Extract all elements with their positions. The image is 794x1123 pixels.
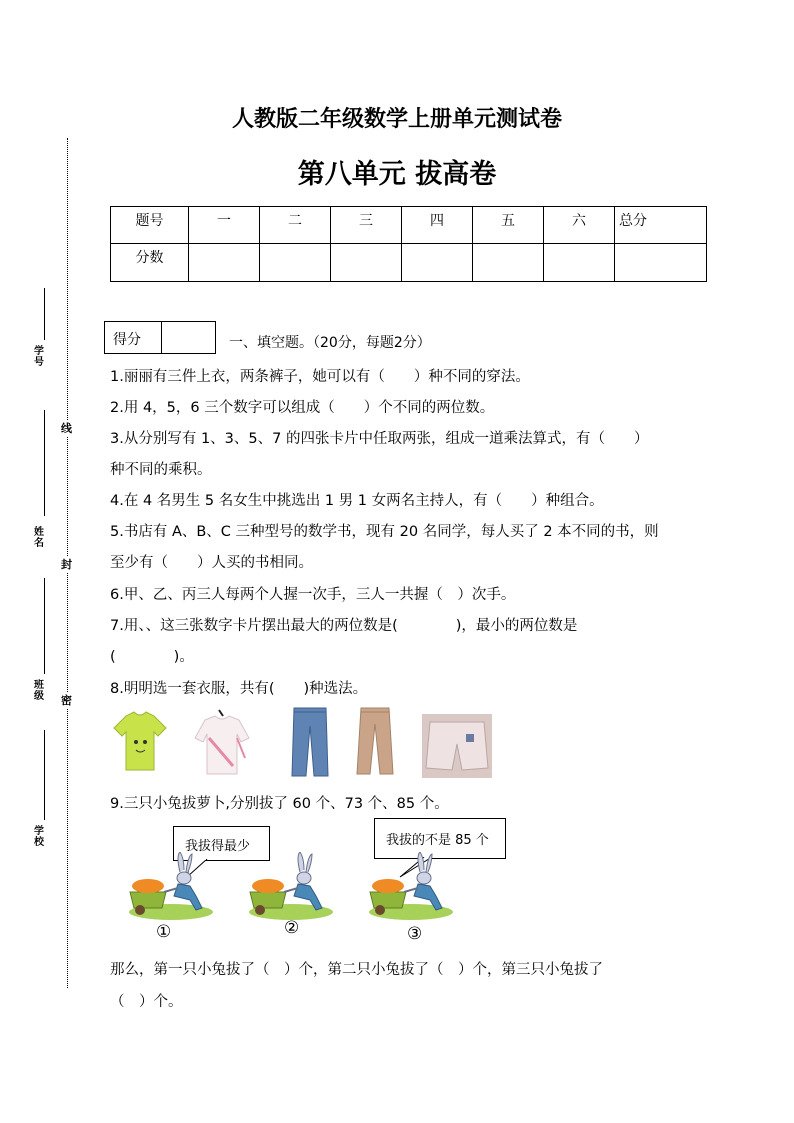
section-score-box	[104, 321, 216, 354]
score-header-cell: 一	[189, 207, 260, 244]
question-9: 9.三只小兔拔萝卜,分别拔了 60 个、73 个、85 个。	[110, 796, 449, 812]
score-row-label: 分数	[111, 244, 189, 282]
question-4: 4.在 4 名男生 5 名女生中挑选出 1 男 1 女两名主持人，有（ ）种组合。	[110, 493, 604, 509]
score-header-cell: 六	[544, 207, 615, 244]
score-header-cell: 总分	[615, 207, 707, 244]
binding-word-seal: 封	[61, 558, 72, 571]
question-7-line1: 7.用、、这三张数字卡片摆出最大的两位数是( )，最小的两位数是	[110, 618, 578, 634]
score-header-cell: 四	[402, 207, 473, 244]
question-8: 8.明明选一套衣服，共有( )种选法。	[110, 681, 368, 697]
question-9-answer-line1: 那么，第一只小兔拔了（ ）个，第二只小兔拔了（ ）个，第三只小兔拔了	[110, 962, 603, 978]
question-1: 1.丽丽有三件上衣，两条裤子，她可以有（ ）种不同的穿法。	[110, 369, 530, 385]
question-3-line2: 种不同的乘积。	[110, 462, 212, 478]
question-2: 2.用 4，5，6 三个数字可以组成（ ）个不同的两位数。	[110, 400, 495, 416]
score-header-cell: 题号	[111, 207, 189, 244]
binding-line-class	[44, 578, 45, 674]
score-box-divider	[161, 322, 162, 353]
binding-label-school: 学校	[34, 826, 44, 848]
khaki-pants-icon	[355, 706, 395, 776]
white-pink-shirt-icon	[193, 708, 251, 778]
rabbit-number-2: ②	[284, 918, 300, 938]
speech-bubble-3-text: 我拔的不是 85 个	[386, 833, 489, 848]
score-header-cell: 三	[331, 207, 402, 244]
rabbit-cart-icon	[366, 852, 456, 922]
question-5-line1: 5.书店有 A、B、C 三种型号的数学书，现有 20 名同学，每人买了 2 本不同的书，则	[110, 524, 659, 540]
section-heading: 一、填空题。（20分，每题2分）	[229, 335, 431, 351]
binding-line-student-id	[44, 288, 45, 340]
question-5-line2: 至少有（ ）人买的书相同。	[110, 555, 313, 571]
yellow-tshirt-icon	[112, 710, 168, 774]
blue-jeans-icon	[290, 706, 330, 778]
doc-title: 人教版二年级数学上册单元测试卷	[231, 106, 562, 132]
binding-word-line: 线	[61, 422, 72, 435]
score-cell[interactable]	[402, 244, 473, 282]
rabbit-number-3: ③	[407, 924, 423, 944]
score-cell[interactable]	[544, 244, 615, 282]
rabbit-number-1: ①	[156, 922, 172, 942]
question-7-line2: ( )。	[110, 649, 194, 665]
question-9-answer-line2: （ ）个。	[110, 994, 183, 1010]
score-cell[interactable]	[473, 244, 544, 282]
binding-line-school	[44, 730, 45, 820]
score-cell[interactable]	[260, 244, 331, 282]
binding-line-name	[44, 410, 45, 516]
score-header-cell: 二	[260, 207, 331, 244]
question-6: 6.甲、乙、丙三人每两个人握一次手，三人一共握（ ）次手。	[110, 587, 516, 603]
score-cell[interactable]	[615, 244, 707, 282]
rabbit-cart-icon	[126, 852, 216, 922]
score-box-label: 得分	[113, 332, 141, 348]
binding-label-class: 班级	[34, 680, 44, 702]
score-table	[110, 206, 707, 282]
score-header-cell: 五	[473, 207, 544, 244]
score-cell[interactable]	[331, 244, 402, 282]
binding-label-name: 姓名	[34, 527, 44, 549]
speech-bubble-1-text: 我拔得最少	[185, 839, 251, 854]
score-cell[interactable]	[189, 244, 260, 282]
doc-subtitle: 第八单元 拔高卷	[297, 159, 497, 190]
binding-label-student-id: 学号	[34, 346, 44, 368]
question-3-line1: 3.从分别写有 1、3、5、7 的四张卡片中任取两张，组成一道乘法算式，有（ ）	[110, 431, 649, 447]
rabbit-cart-icon	[246, 852, 336, 922]
shorts-icon	[422, 714, 492, 778]
binding-word-secret: 密	[61, 694, 72, 707]
